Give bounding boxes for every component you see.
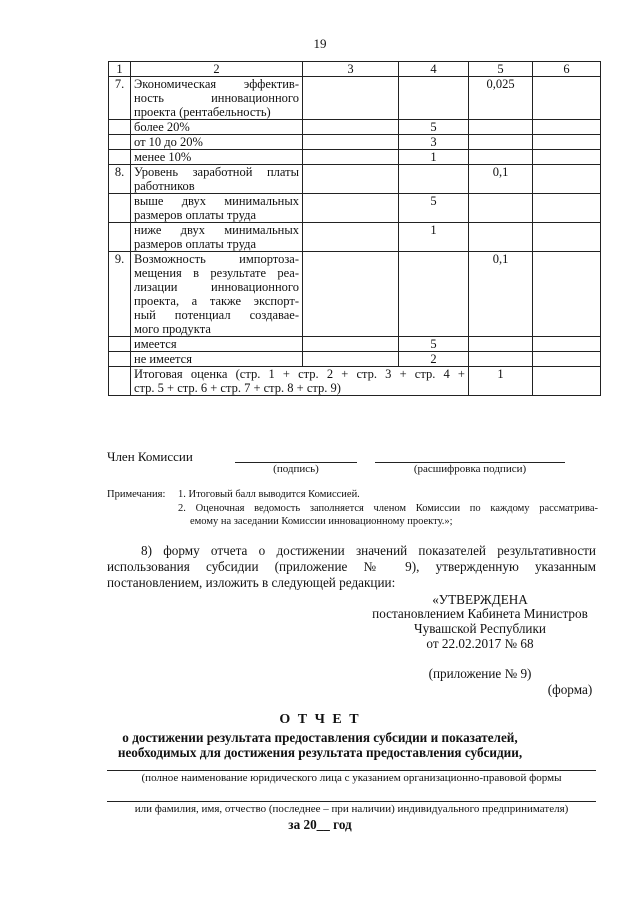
weight-cell [469,120,533,135]
criterion-line: проекта (рентабельность) [134,105,271,119]
appendix-label: (приложение № 9) [428,666,532,681]
evaluation-table [108,61,601,396]
criterion-line: размеров оплаты труда [134,237,257,251]
criterion-line: ность инновационного [134,91,299,105]
cell-col3 [303,135,399,150]
total-line: стр. 5 + стр. 6 + стр. 7 + стр. 8 + стр. 9) [134,381,341,395]
row-number [109,337,131,352]
approval-line-2: постановлением Кабинета Министров [372,606,588,621]
table-header-row [109,62,601,77]
table-row [109,337,601,352]
weight-cell [469,194,533,223]
row-number [109,135,131,150]
cell-col6 [533,150,601,165]
cell-col3 [303,252,399,337]
cell-col6 [533,165,601,194]
cell-col3 [303,77,399,120]
cell-col6 [533,352,601,367]
criterion-text [131,77,303,120]
cell-col3 [303,352,399,367]
row-number [109,120,131,135]
amendment-paragraph [107,543,596,591]
total-line: Итоговая оценка (стр. 1 + стр. 2 + стр. 3 + стр. 4 + [134,367,465,381]
criterion-text [131,223,303,252]
table-row [109,252,601,337]
cell-col6 [533,223,601,252]
criterion-text [131,337,303,352]
criterion-line: мещения в результате реа- [134,266,299,280]
total-label [131,367,469,396]
score-cell: 3 [399,135,469,150]
weight-cell: 0,1 [469,252,533,337]
cell-col6 [533,337,601,352]
weight-cell [469,135,533,150]
entrepreneur-name-caption: или фамилия, имя, отчество (последнее – при наличии) индивидуального предпринимателя) [134,803,569,815]
notes-label: Примечания: [107,489,166,500]
cell-col6 [533,120,601,135]
criterion-line: проекта, а также экспорт- [134,294,299,308]
header-cell: 5 [469,62,533,77]
criterion-line: мого продукта [134,322,211,336]
table-row [109,165,601,194]
score-cell: 1 [399,150,469,165]
score-cell: 2 [399,352,469,367]
cell-col6 [533,135,601,150]
cell-col3 [303,120,399,135]
criterion-line: выше двух минимальных [134,194,299,208]
criterion-line: имеется [134,337,177,351]
criterion-text [131,252,303,337]
criterion-text [131,150,303,165]
criterion-text [131,194,303,223]
approval-line-4: от 22.02.2017 № 68 [426,636,534,651]
weight-cell [469,352,533,367]
table-row [109,223,601,252]
criterion-line: не имеется [134,352,192,366]
form-label: (форма) [547,682,593,697]
criterion-line: Уровень заработной платы [134,165,299,179]
amendment-text: 8) форму отчета о достижении значений показателей результативности использования субсидии (приложение № 9), утвержденную указанным постановлением, изложить в следующей редакции: [107,543,596,590]
table-row [109,77,601,120]
cell-col3 [303,194,399,223]
entrepreneur-name-line [107,801,596,802]
criterion-text [131,165,303,194]
criterion-line: работников [134,179,195,193]
score-cell: 5 [399,194,469,223]
criterion-line: ный потенциал создавае- [134,308,299,322]
signature-decode-caption: (расшифровка подписи) [413,463,527,475]
table-row [109,120,601,135]
row-number: 8. [109,165,131,194]
entity-name-line [107,770,596,771]
note-item: емому на заседании Комиссии инновационному проекту.»; [190,516,453,527]
row-number: 9. [109,252,131,337]
criterion-line: Возможность импортоза- [134,252,299,266]
note-item: 2. Оценочная ведомость заполняется членом Комиссии по каждому рассматрива- [178,503,598,514]
cell-col3 [303,150,399,165]
criterion-line: лизации инновационного [134,280,299,294]
table-row [109,135,601,150]
criterion-line: от 10 до 20% [134,135,203,149]
commission-member-label: Член Комиссии [107,449,193,464]
criterion-line: более 20% [134,120,190,134]
table-row [109,352,601,367]
weight-cell [469,337,533,352]
criterion-text [131,120,303,135]
score-cell: 5 [399,337,469,352]
table-row [109,150,601,165]
entity-name-caption: (полное наименование юридического лица с указанием организационно-правовой формы [141,772,562,784]
approval-line-3: Чувашской Республики [414,621,546,636]
table-row [109,194,601,223]
row-number [109,223,131,252]
report-subtitle-2: необходимых для достижения результата предоставления субсидии, [117,745,523,760]
note-item: 1. Итоговый балл выводится Комиссией. [178,489,360,500]
score-cell [399,77,469,120]
row-number [109,194,131,223]
row-number [109,352,131,367]
report-year: за 20__ год [288,817,352,832]
criterion-line: менее 10% [134,150,192,164]
approval-line-1: «УТВЕРЖДЕНА [432,592,528,607]
row-number [109,367,131,396]
row-number: 7. [109,77,131,120]
row-number [109,150,131,165]
cell-col3 [303,337,399,352]
signature-caption: (подпись) [273,463,319,475]
page-number: 19 [313,36,327,51]
cell-col6 [533,367,601,396]
total-value: 1 [469,367,533,396]
score-cell [399,252,469,337]
weight-cell [469,150,533,165]
criterion-text [131,352,303,367]
criterion-line: размеров оплаты труда [134,208,257,222]
cell-col3 [303,223,399,252]
cell-col6 [533,252,601,337]
weight-cell: 0,025 [469,77,533,120]
score-cell [399,165,469,194]
weight-cell [469,223,533,252]
header-cell: 3 [303,62,399,77]
cell-col6 [533,194,601,223]
header-cell: 1 [109,62,131,77]
criterion-line: Экономическая эффектив- [134,77,299,91]
criterion-text [131,135,303,150]
score-cell: 5 [399,120,469,135]
cell-col3 [303,165,399,194]
criterion-line: ниже двух минимальных [134,223,299,237]
report-title: О Т Ч Е Т [279,712,361,727]
header-cell: 6 [533,62,601,77]
report-subtitle-1: о достижении результата предоставления субсидии и показателей, [122,730,518,745]
weight-cell: 0,1 [469,165,533,194]
total-row [109,367,601,396]
cell-col6 [533,77,601,120]
header-cell: 2 [131,62,303,77]
header-cell: 4 [399,62,469,77]
score-cell: 1 [399,223,469,252]
